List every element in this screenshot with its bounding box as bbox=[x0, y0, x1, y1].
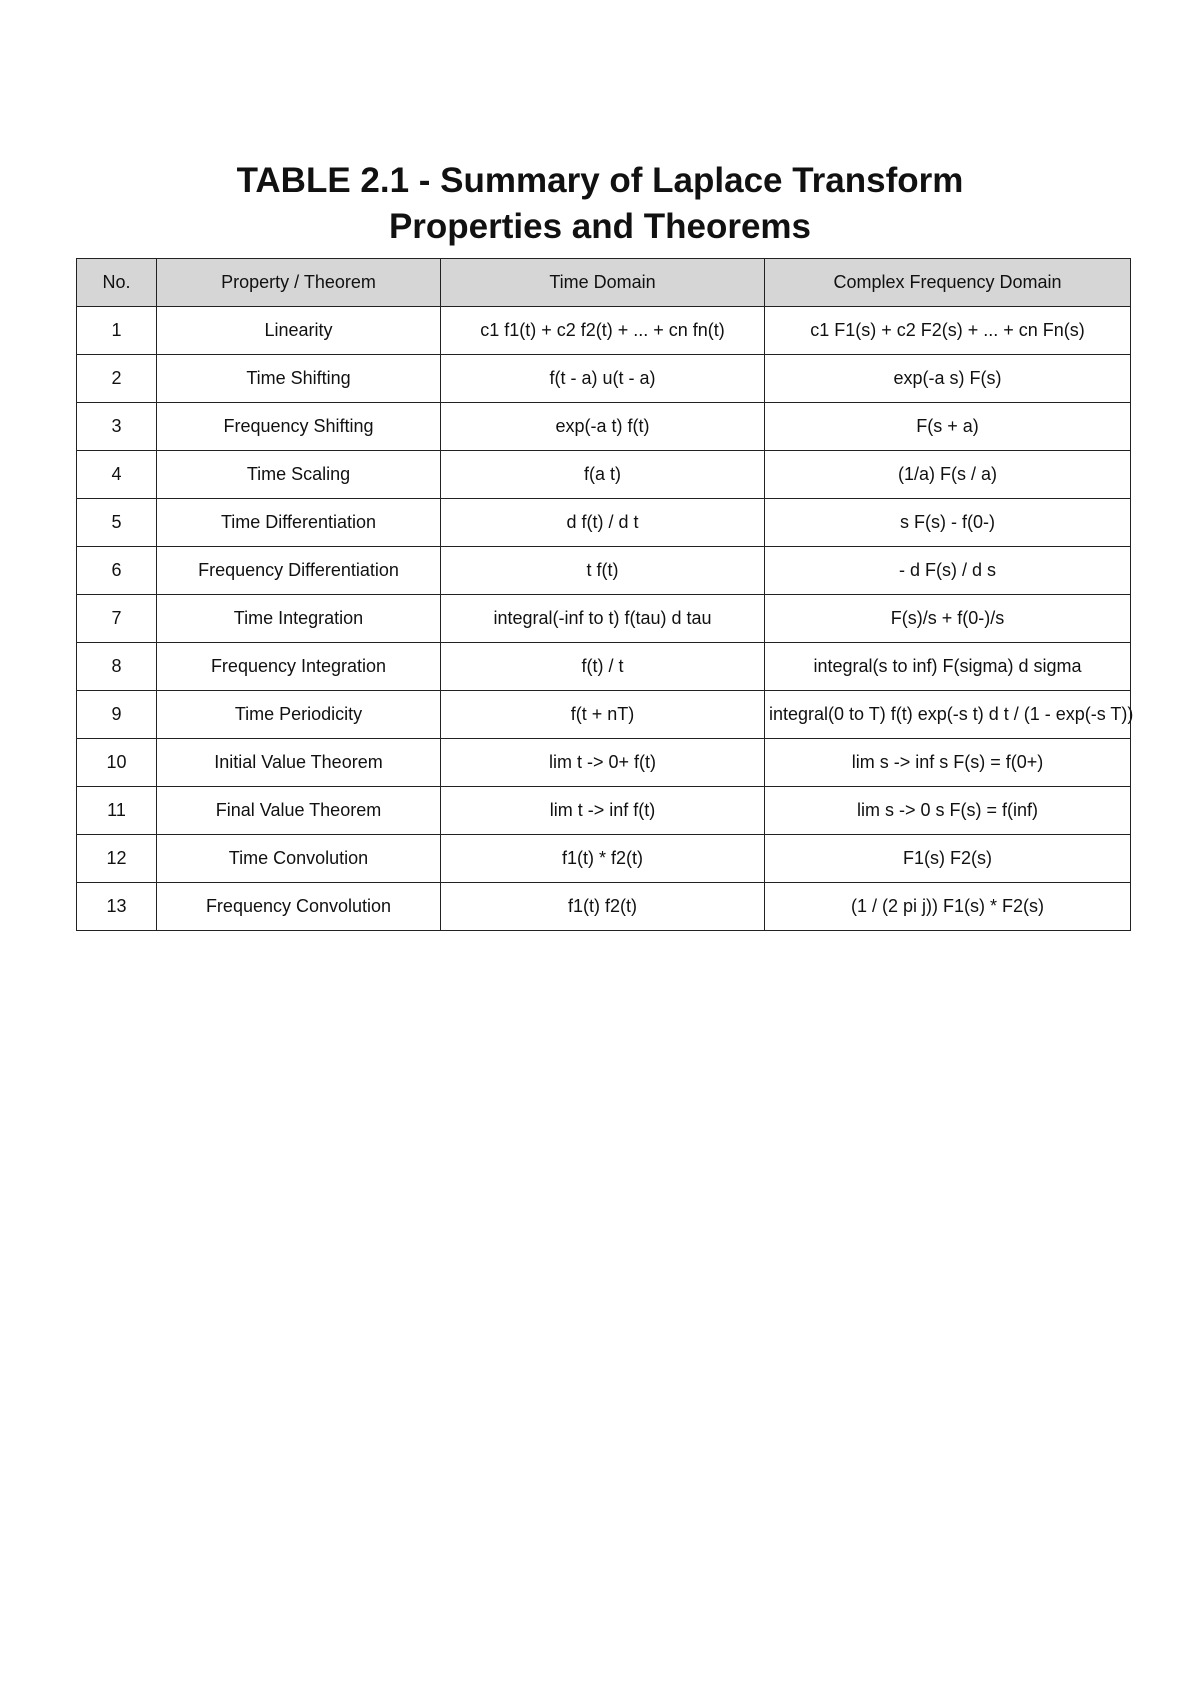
cell-frequency-domain: F(s)/s + f(0-)/s bbox=[765, 595, 1131, 643]
cell-property: Linearity bbox=[157, 307, 441, 355]
cell-time-domain: integral(-inf to t) f(tau) d tau bbox=[441, 595, 765, 643]
cell-frequency-domain: F1(s) F2(s) bbox=[765, 835, 1131, 883]
table-title-line-2: Properties and Theorems bbox=[388, 207, 812, 246]
table-row bbox=[77, 499, 1131, 547]
table-row bbox=[77, 835, 1131, 883]
table-row bbox=[77, 451, 1131, 499]
cell-time-domain: lim t -> inf f(t) bbox=[441, 787, 765, 835]
cell-property: Time Shifting bbox=[157, 355, 441, 403]
cell-frequency-domain: integral(0 to T) f(t) exp(-s t) d t / (1 - exp(-s T)) bbox=[765, 691, 1131, 739]
cell-time-domain: f(t - a) u(t - a) bbox=[441, 355, 765, 403]
cell-no: 13 bbox=[77, 883, 157, 931]
cell-frequency-domain: c1 F1(s) + c2 F2(s) + ... + cn Fn(s) bbox=[765, 307, 1131, 355]
cell-no: 4 bbox=[77, 451, 157, 499]
cell-time-domain: f(a t) bbox=[441, 451, 765, 499]
cell-property: Frequency Convolution bbox=[157, 883, 441, 931]
cell-property: Time Integration bbox=[157, 595, 441, 643]
table-row bbox=[77, 739, 1131, 787]
cell-property: Time Differentiation bbox=[157, 499, 441, 547]
cell-frequency-domain: F(s + a) bbox=[765, 403, 1131, 451]
table-row bbox=[77, 691, 1131, 739]
cell-time-domain: f(t) / t bbox=[441, 643, 765, 691]
cell-time-domain: c1 f1(t) + c2 f2(t) + ... + cn fn(t) bbox=[441, 307, 765, 355]
cell-no: 5 bbox=[77, 499, 157, 547]
cell-property: Final Value Theorem bbox=[157, 787, 441, 835]
cell-frequency-domain: integral(s to inf) F(sigma) d sigma bbox=[765, 643, 1131, 691]
cell-no: 10 bbox=[77, 739, 157, 787]
cell-no: 7 bbox=[77, 595, 157, 643]
table-title bbox=[0, 158, 1200, 250]
table-row bbox=[77, 787, 1131, 835]
cell-no: 8 bbox=[77, 643, 157, 691]
header-frequency-domain: Complex Frequency Domain bbox=[765, 259, 1131, 307]
cell-time-domain: lim t -> 0+ f(t) bbox=[441, 739, 765, 787]
header-time-domain: Time Domain bbox=[441, 259, 765, 307]
cell-property: Frequency Differentiation bbox=[157, 547, 441, 595]
cell-property: Frequency Shifting bbox=[157, 403, 441, 451]
cell-frequency-domain: lim s -> inf s F(s) = f(0+) bbox=[765, 739, 1131, 787]
cell-time-domain: f1(t) f2(t) bbox=[441, 883, 765, 931]
cell-time-domain: f1(t) * f2(t) bbox=[441, 835, 765, 883]
cell-no: 9 bbox=[77, 691, 157, 739]
laplace-properties-table bbox=[76, 258, 1134, 931]
cell-time-domain: f(t + nT) bbox=[441, 691, 765, 739]
cell-frequency-domain: s F(s) - f(0-) bbox=[765, 499, 1131, 547]
cell-property: Time Periodicity bbox=[157, 691, 441, 739]
cell-frequency-domain: (1 / (2 pi j)) F1(s) * F2(s) bbox=[765, 883, 1131, 931]
cell-time-domain: t f(t) bbox=[441, 547, 765, 595]
cell-property: Time Scaling bbox=[157, 451, 441, 499]
table-row bbox=[77, 595, 1131, 643]
table-header-row bbox=[77, 259, 1131, 307]
cell-no: 11 bbox=[77, 787, 157, 835]
cell-time-domain: d f(t) / d t bbox=[441, 499, 765, 547]
header-no: No. bbox=[77, 259, 157, 307]
cell-no: 3 bbox=[77, 403, 157, 451]
cell-property: Frequency Integration bbox=[157, 643, 441, 691]
cell-no: 1 bbox=[77, 307, 157, 355]
cell-no: 2 bbox=[77, 355, 157, 403]
header-property: Property / Theorem bbox=[157, 259, 441, 307]
cell-frequency-domain: (1/a) F(s / a) bbox=[765, 451, 1131, 499]
table-row bbox=[77, 883, 1131, 931]
table-row bbox=[77, 307, 1131, 355]
cell-property: Time Convolution bbox=[157, 835, 441, 883]
cell-frequency-domain: exp(-a s) F(s) bbox=[765, 355, 1131, 403]
cell-no: 12 bbox=[77, 835, 157, 883]
table-body bbox=[77, 307, 1134, 931]
cell-no: 6 bbox=[77, 547, 157, 595]
table-row bbox=[77, 643, 1131, 691]
table-row bbox=[77, 355, 1131, 403]
cell-property: Initial Value Theorem bbox=[157, 739, 441, 787]
table-row bbox=[77, 403, 1131, 451]
table-title-line-1: TABLE 2.1 - Summary of Laplace Transform bbox=[236, 161, 964, 200]
cell-frequency-domain: lim s -> 0 s F(s) = f(inf) bbox=[765, 787, 1131, 835]
table-row bbox=[77, 547, 1131, 595]
cell-time-domain: exp(-a t) f(t) bbox=[441, 403, 765, 451]
cell-frequency-domain: - d F(s) / d s bbox=[765, 547, 1131, 595]
